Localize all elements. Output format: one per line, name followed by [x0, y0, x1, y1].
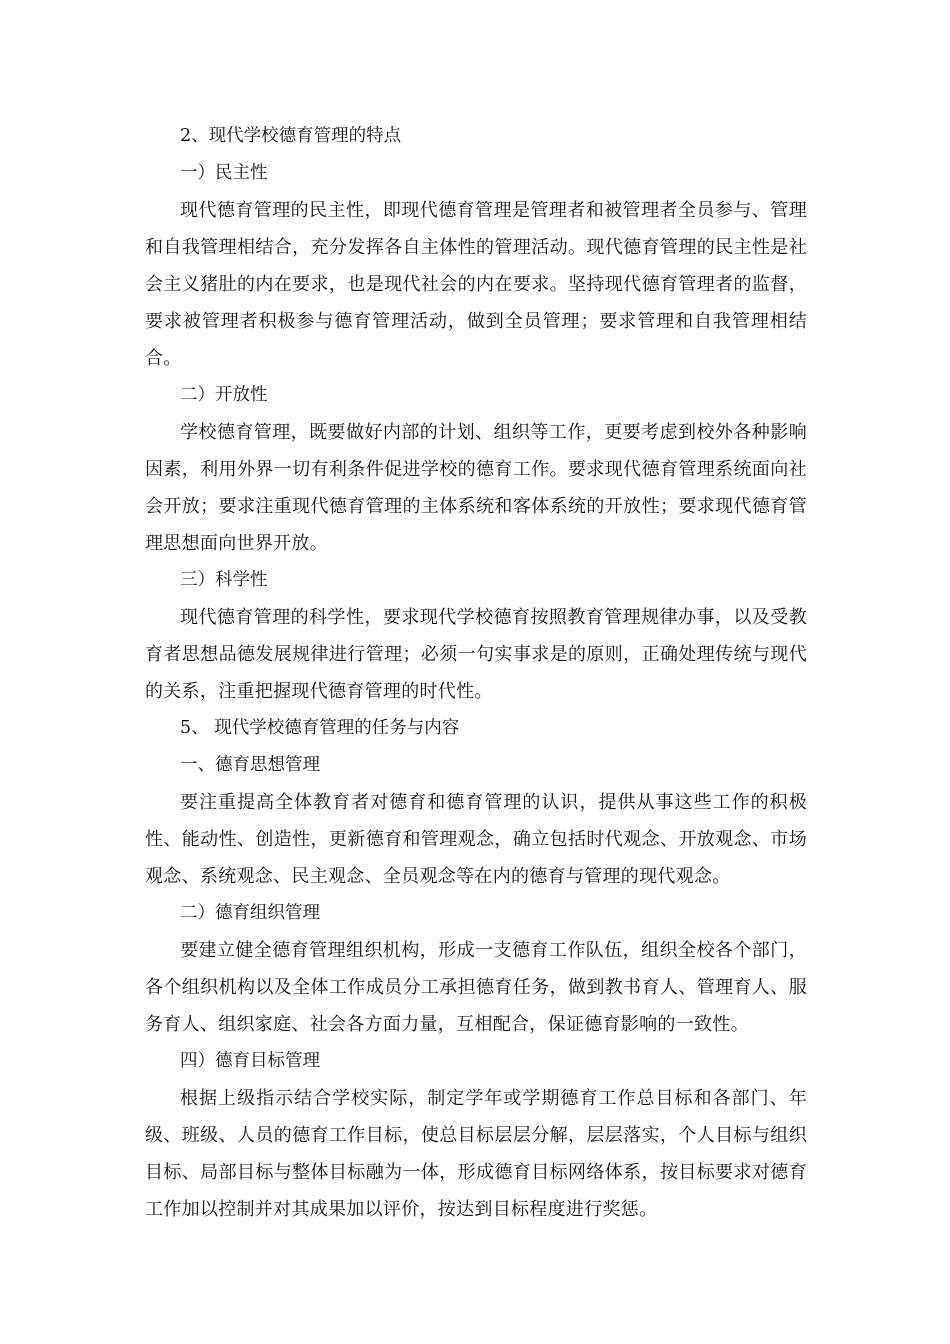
subheading-goal-management: 四）德育目标管理	[180, 1051, 320, 1071]
subheading-organization-management: 二）德育组织管理	[180, 903, 320, 923]
paragraph-organization-management: 要建立健全德育管理组织机构，形成一支德育工作队伍，组织全校各个部门，各个组织机构以及全体工作成员分工承担德育任务，做到教书育人、管理育人、服务育人、组织家庭、社会各方面力量，互相配合，保证德育影响的一致性。	[145, 940, 807, 1035]
paragraph-ideology-management: 要注重提高全体教育者对德育和德育管理的认识，提供从事这些工作的积极性、能动性、创造性，更新德育和管理观念，确立包括时代观念、开放观念、市场观念、系统观念、民主观念、全员观念等在内的德育与管理的现代观念。	[145, 792, 807, 887]
subheading-openness: 二）开放性	[180, 385, 268, 405]
paragraph-openness: 学校德育管理，既要做好内部的计划、组织等工作，更要考虑到校外各种影响因素，利用外界一切有利条件促进学校的德育工作。要求现代德育管理系统面向社会开放；要求注重现代德育管理的主体系统和客体系统的开放性；要求现代德育管理思想面向世界开放。	[145, 422, 807, 554]
document-page	[145, 118, 807, 1228]
subheading-scientific: 三）科学性	[180, 570, 268, 590]
section-heading-tasks: 5、 现代学校德育管理的任务与内容	[180, 718, 460, 738]
paragraph-goal-management: 根据上级指示结合学校实际，制定学年或学期德育工作总目标和各部门、年级、班级、人员的德育工作目标，使总目标层层分解，层层落实，个人目标与组织目标、局部目标与整体目标融为一体，形成德育目标网络体系，按目标要求对德育工作加以控制并对其成果加以评价，按达到目标程度进行奖惩。	[145, 1088, 807, 1220]
subheading-ideology-management: 一、德育思想管理	[180, 755, 320, 775]
paragraph-scientific: 现代德育管理的科学性，要求现代学校德育按照教育管理规律办事，以及受教育者思想品德发展规律进行管理；必须一句实事求是的原则，正确处理传统与现代的关系，注重把握现代德育管理的时代性。	[145, 607, 807, 702]
subheading-democracy: 一）民主性	[180, 163, 268, 183]
section-heading-characteristics: 2、现代学校德育管理的特点	[180, 126, 402, 146]
paragraph-democracy: 现代德育管理的民主性，即现代德育管理是管理者和被管理者全员参与、管理和自我管理相结合，充分发挥各自主体性的管理活动。现代德育管理的民主性是社会主义猪肚的内在要求，也是现代社会的内在要求。坚持现代德育管理者的监督，要求被管理者积极参与德育管理活动，做到全员管理；要求管理和自我管理相结合。	[145, 200, 807, 369]
